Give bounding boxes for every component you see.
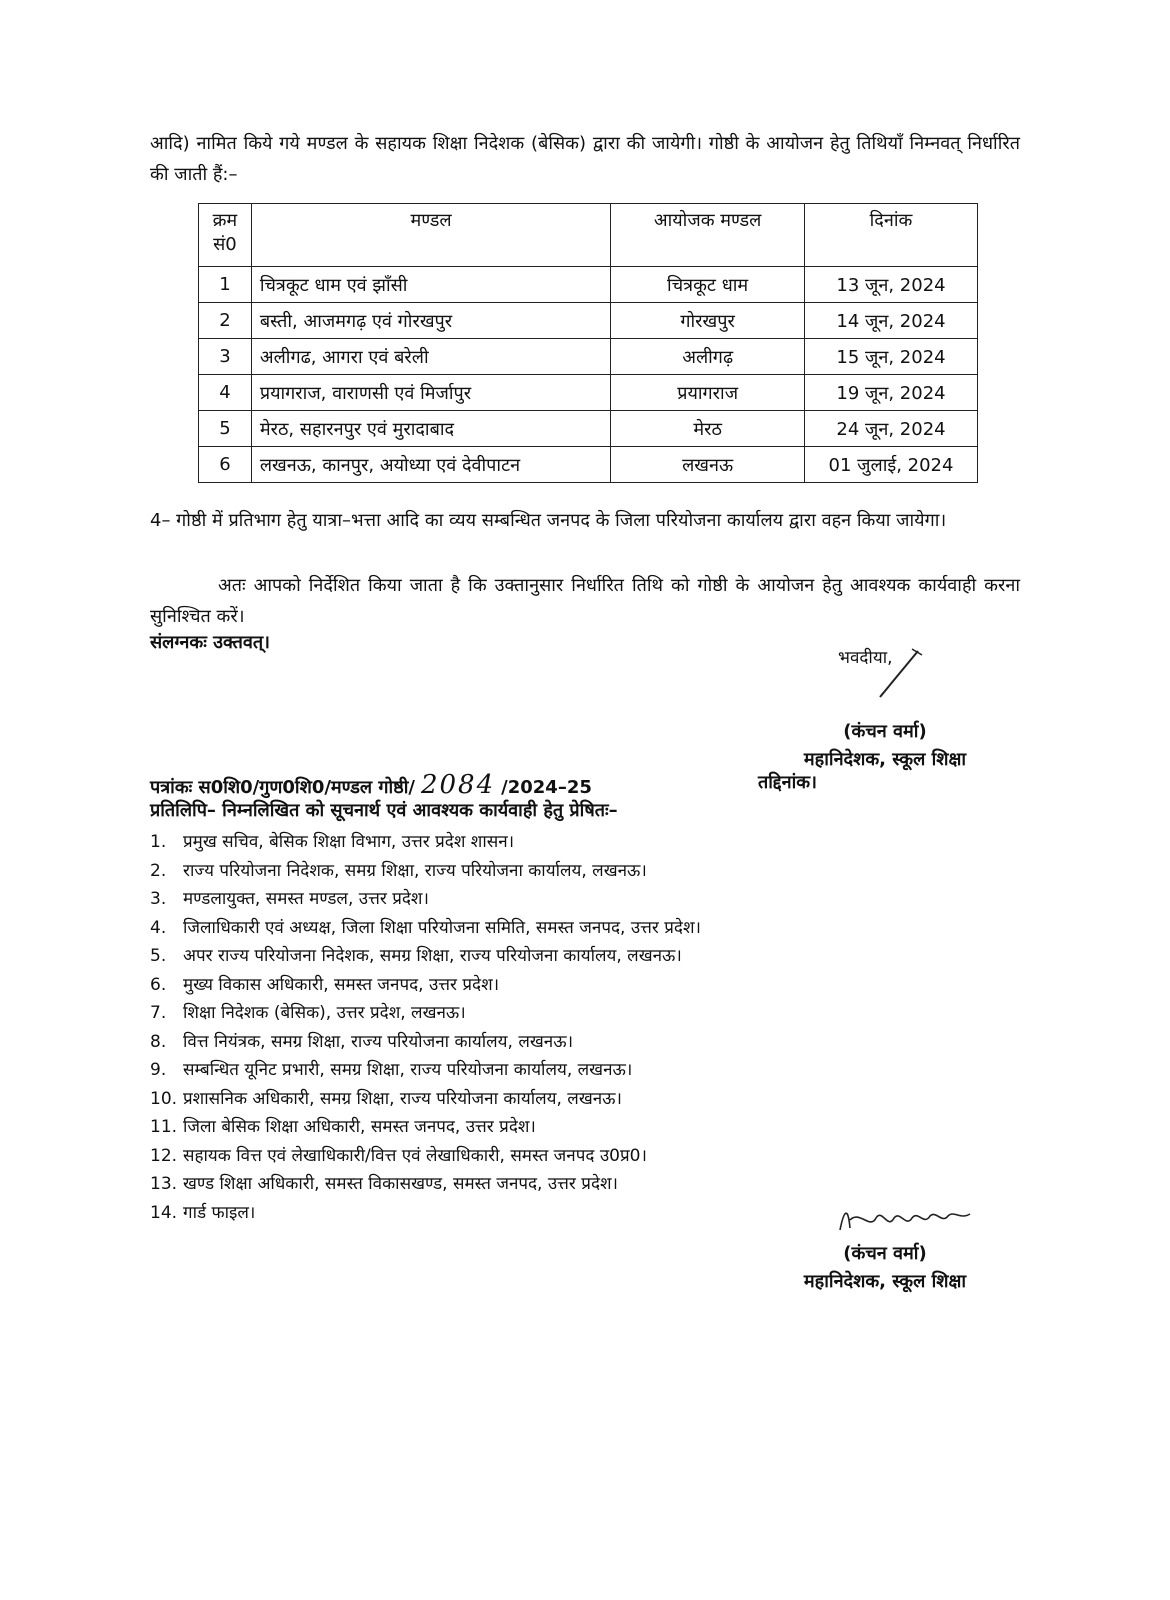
enclosure-note: संलग्नकः उक्तवत्। [150,632,271,653]
row-mandal: प्रयागराज, वाराणसी एवं मिर्जापुर [251,375,610,411]
reference-prefix: पत्रांकः स0शि0/गुण0शि0/मण्डल गोष्ठी/ [150,777,415,798]
row-date: 24 जून, 2024 [804,411,977,447]
list-item-number: 14. [150,1202,178,1223]
list-item-number: 1. [150,832,167,852]
list-item-text: राज्य परियोजना निदेशक, समग्र शिक्षा, राज्य परियोजना कार्यालय, लखनऊ। [183,860,647,881]
row-date: 13 जून, 2024 [804,267,977,303]
row-serial: 6 [199,447,252,483]
list-item-text: शिक्षा निदेशक (बेसिक), उत्तर प्रदेश, लखनऊ। [183,1003,466,1023]
list-item [150,1113,701,1142]
table-header-row [199,204,978,267]
row-mandal: मेरठ, सहारनपुर एवं मुरादाबाद [251,411,610,447]
row-organizer: लखनऊ [611,447,805,483]
list-item-number: 9. [150,1060,167,1080]
signatory-name: (कंचन वर्मा) [843,1243,927,1264]
directive-paragraph: अतः आपको निर्देशित किया जाता है कि उक्तानुसार निर्धारित तिथि को गोष्ठी के आयोजन हेतु आवश्यक कार्यवाही करना सुनिश्चित करें। [150,575,1020,627]
table-row [199,303,978,339]
list-item-number: 3. [150,889,167,909]
signature-block-1 [780,718,990,774]
list-item [150,1170,701,1199]
list-item-number: 4. [150,917,167,938]
list-item-number: 8. [150,1031,167,1052]
list-item-text: सहायक वित्त एवं लेखाधिकारी/वित्त एवं लेखाधिकारी, समस्त जनपद उ0प्र0। [183,1145,647,1166]
list-item [150,1142,701,1171]
row-date: 14 जून, 2024 [804,303,977,339]
header-date: दिनांक [804,204,977,267]
signatory-designation: महानिदेशक, स्कूल शिक्षा [803,749,967,770]
table-row [199,447,978,483]
row-serial: 4 [199,375,252,411]
reference-number: 2084 [420,770,496,800]
list-item-text: मण्डलायुक्त, समस्त मण्डल, उत्तर प्रदेश। [183,889,429,909]
row-organizer: मेरठ [611,411,805,447]
intro-paragraph: आदि) नामित किये गये मण्डल के सहायक शिक्षा निदेशक (बेसिक) द्वारा की जायेगी। गोष्ठी के आयोजन हेतु तिथियाँ निम्नवत् निर्धारित की जाती हैं:– [150,133,1020,185]
row-serial: 5 [199,411,252,447]
table-row [199,375,978,411]
list-item [150,1028,701,1057]
signatory-name: (कंचन वर्मा) [843,721,927,742]
row-serial: 3 [199,339,252,375]
list-item-number: 6. [150,974,167,995]
schedule-table [198,203,978,483]
row-mandal: चित्रकूट धाम एवं झाँसी [251,267,610,303]
list-item-text: जिला बेसिक शिक्षा अधिकारी, समस्त जनपद, उत्तर प्रदेश। [183,1117,536,1137]
list-item-number: 2. [150,860,167,881]
header-mandal: मण्डल [251,204,610,267]
list-item [150,857,701,886]
list-item-text: गार्ड फाइल। [183,1202,256,1223]
list-item-text: जिलाधिकारी एवं अध्यक्ष, जिला शिक्षा परियोजना समिति, समस्त जनपद, उत्तर प्रदेश। [183,917,701,938]
list-item [150,1199,701,1228]
row-mandal: बस्ती, आजमगढ़ एवं गोरखपुर [251,303,610,339]
list-item [150,914,701,943]
list-item [150,885,701,914]
list-item-text: मुख्य विकास अधिकारी, समस्त जनपद, उत्तर प्रदेश। [183,974,500,995]
row-serial: 1 [199,267,252,303]
closing-text: भवदीया, [838,648,893,668]
signature-block-2 [780,1240,990,1296]
row-organizer: प्रयागराज [611,375,805,411]
row-mandal: लखनऊ, कानपुर, अयोध्या एवं देवीपाटन [251,447,610,483]
row-date: 15 जून, 2024 [804,339,977,375]
list-item-number: 5. [150,946,167,966]
table-row [199,411,978,447]
point-4-paragraph: 4– गोष्ठी में प्रतिभाग हेतु यात्रा–भत्ता आदि का व्यय सम्बन्धित जनपद के जिला परियोजना कार्यालय द्वारा वहन किया जायेगा। [150,510,947,531]
row-organizer: चित्रकूट धाम [611,267,805,303]
table-row [199,267,978,303]
initial-mark [860,645,930,705]
header-serial: क्रम सं0 [199,204,252,267]
row-organizer: गोरखपुर [611,303,805,339]
list-item-text: प्रशासनिक अधिकारी, समग्र शिक्षा, राज्य परियोजना कार्यालय, लखनऊ। [183,1088,622,1109]
list-item-number: 7. [150,1003,167,1023]
signatory-designation: महानिदेशक, स्कूल शिक्षा [803,1271,967,1292]
handwritten-signature [830,1200,980,1240]
list-item [150,942,701,971]
table-row [199,339,978,375]
list-item-number: 13. [150,1174,178,1194]
row-serial: 2 [199,303,252,339]
list-item [150,828,701,857]
list-item-text: खण्ड शिक्षा अधिकारी, समस्त विकासखण्ड, समस्त जनपद, उत्तर प्रदेश। [183,1174,618,1194]
list-item-number: 11. [150,1117,178,1137]
reference-suffix: /2024–25 [501,777,592,798]
list-item [150,971,701,1000]
copy-heading: प्रतिलिपि– निम्नलिखित को सूचनार्थ एवं आवश्यक कार्यवाही हेतु प्रेषितः– [150,800,618,821]
row-date: 19 जून, 2024 [804,375,977,411]
distribution-list [150,828,701,1227]
list-item [150,1056,701,1085]
list-item [150,1085,701,1114]
list-item-text: अपर राज्य परियोजना निदेशक, समग्र शिक्षा, राज्य परियोजना कार्यालय, लखनऊ। [183,946,682,966]
reference-date: तद्दिनांक। [758,772,817,793]
row-mandal: अलीगढ, आगरा एवं बरेली [251,339,610,375]
row-date: 01 जुलाई, 2024 [804,447,977,483]
list-item-text: सम्बन्धित यूनिट प्रभारी, समग्र शिक्षा, राज्य परियोजना कार्यालय, लखनऊ। [183,1060,633,1080]
list-item-text: वित्त नियंत्रक, समग्र शिक्षा, राज्य परियोजना कार्यालय, लखनऊ। [183,1031,574,1052]
header-organizer: आयोजक मण्डल [611,204,805,267]
list-item-text: प्रमुख सचिव, बेसिक शिक्षा विभाग, उत्तर प्रदेश शासन। [183,832,515,852]
list-item-number: 12. [150,1145,178,1166]
list-item [150,999,701,1028]
list-item-number: 10. [150,1088,178,1109]
reference-line [150,770,592,800]
row-organizer: अलीगढ़ [611,339,805,375]
